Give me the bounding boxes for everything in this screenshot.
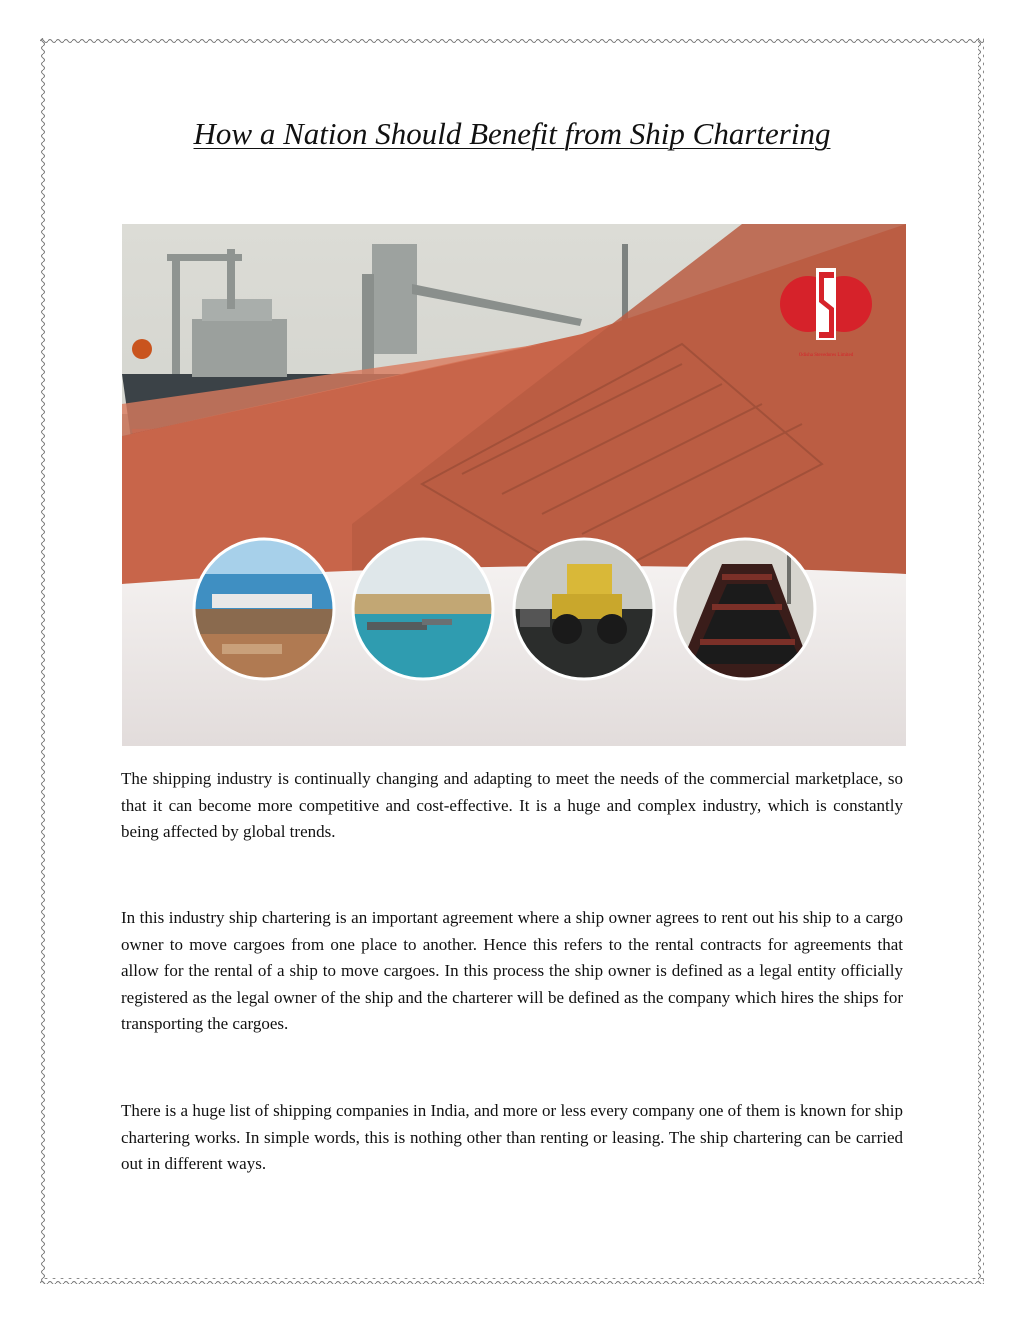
paragraph-2: In this industry ship chartering is an important agreement where a ship owner agrees to rent out his ship to a cargo owner to move cargoes from one place to another. Hence this refers to the rental contracts for agreements that allow for the rental of a ship to move cargoes. In this process the ship owner is defined as a legal entity officially registered as the legal owner of the ship and the charterer will be defined as the company which hires the ships for transporting the cargoes. xyxy=(121,908,903,1033)
document-title: How a Nation Should Benefit from Ship Chartering xyxy=(193,116,831,151)
paragraph-1: The shipping industry is continually changing and adapting to meet the needs of the commercial marketplace, so that it can become more competitive and cost-effective. It is a huge and complex industry, which is constantly being affected by global trends. xyxy=(121,769,903,841)
logo-caption: Odisha Stevedores Limited xyxy=(798,353,854,358)
paragraph-3: There is a huge list of shipping companies in India, and more or less every company one of them is known for ship chartering works. In simple words, this is nothing other than renting or leasing. The ship chartering can be carried out in different ways. xyxy=(121,1101,903,1173)
hero-collage-image xyxy=(122,224,906,746)
